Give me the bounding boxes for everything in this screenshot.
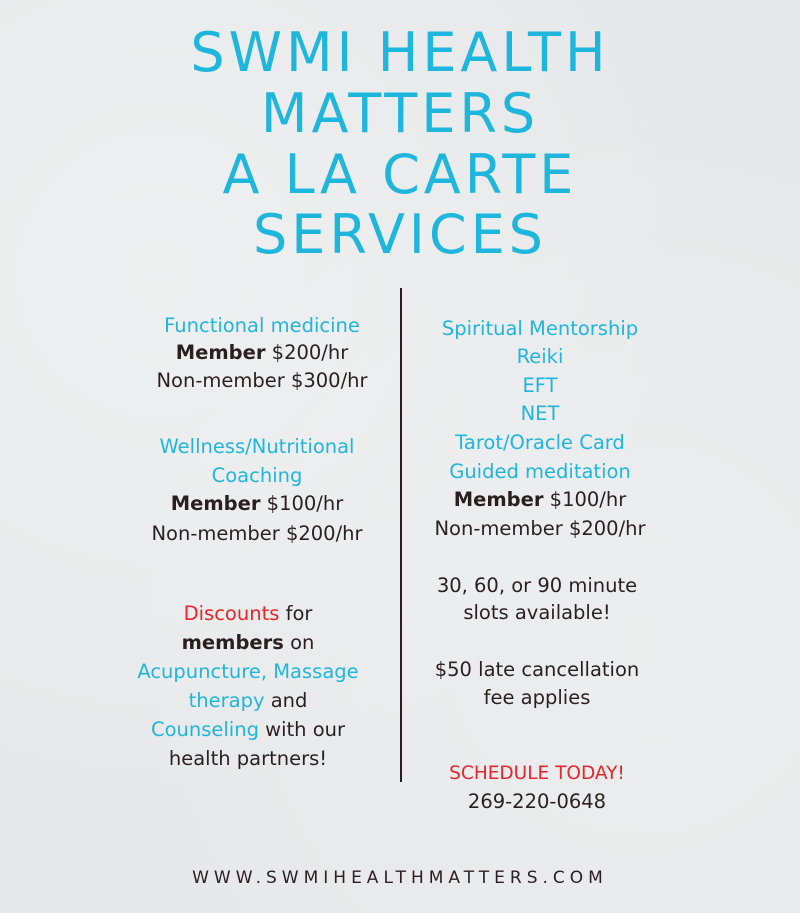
discounts-word: Discounts	[183, 602, 280, 625]
service-tarot-oracle: Tarot/Oracle Card	[455, 431, 625, 454]
schedule-today: SCHEDULE TODAY!	[449, 763, 625, 784]
service-guided-meditation: Guided meditation	[449, 460, 631, 483]
title-line-4: SERVICES	[253, 203, 547, 266]
member-label: Member	[453, 488, 544, 511]
title-line-3: A LA CARTE	[222, 143, 578, 206]
discounts-on: on	[283, 631, 315, 654]
discounts-line-5	[151, 720, 345, 740]
discounts-line-6: health partners!	[168, 747, 328, 770]
discounts-line-1	[184, 604, 313, 624]
right-member-price	[454, 490, 627, 510]
functional-medicine-title: Functional medicine	[164, 314, 360, 337]
service-spiritual-mentorship: Spiritual Mentorship	[441, 317, 639, 340]
members-word: members	[181, 631, 284, 654]
wellness-title-line-1: Wellness/Nutritional	[159, 435, 355, 458]
wellness-member-price	[171, 494, 344, 514]
slots-line-2: slots available!	[463, 601, 611, 624]
right-nonmember-price: Non-member $200/hr	[434, 517, 646, 540]
service-reiki: Reiki	[516, 345, 564, 368]
title-line-2: MATTERS	[260, 82, 540, 145]
wellness-title-line-2: Coaching	[211, 464, 303, 487]
member-price: $200/hr	[265, 341, 349, 364]
cancellation-line-2: fee applies	[483, 686, 591, 709]
discounts-line-4	[189, 691, 308, 711]
with-our: with our	[258, 718, 346, 741]
wellness-nonmember-price: Non-member $200/hr	[151, 522, 363, 545]
member-label: Member	[175, 341, 266, 364]
phone-number[interactable]: 269-220-0648	[467, 790, 607, 813]
website-url[interactable]: WWW.SWMIHEALTHMATTERS.COM	[192, 868, 608, 888]
and-word: and	[264, 689, 308, 712]
discounts-line-2	[182, 633, 315, 653]
slots-line-1: 30, 60, or 90 minute	[436, 574, 638, 597]
counseling-word: Counseling	[150, 718, 259, 741]
member-price: $100/hr	[543, 488, 627, 511]
member-label: Member	[170, 492, 261, 515]
service-net: NET	[520, 402, 560, 425]
discounts-line-3: Acupuncture, Massage	[137, 660, 359, 683]
cancellation-line-1: $50 late cancellation	[434, 658, 640, 681]
therapy-word: therapy	[188, 689, 265, 712]
discounts-for: for	[279, 602, 313, 625]
title-line-1: SWMI HEALTH	[190, 21, 610, 84]
functional-nonmember-price: Non-member $300/hr	[156, 369, 368, 392]
service-eft: EFT	[522, 374, 558, 397]
functional-member-price	[176, 343, 349, 363]
column-divider	[400, 288, 402, 782]
member-price: $100/hr	[260, 492, 344, 515]
